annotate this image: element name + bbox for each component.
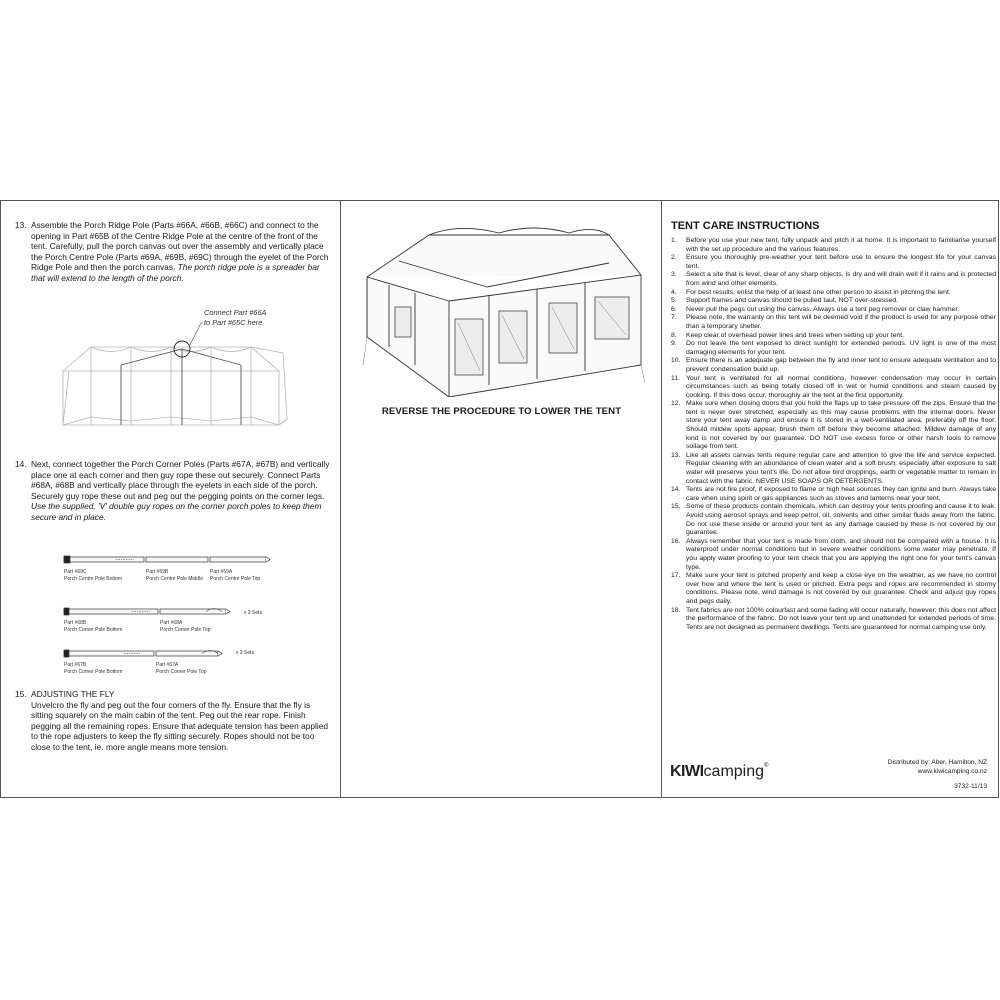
step-14-text: Next, connect together the Porch Corner Poles (Parts #67A, #67B) and vertically place one at each corner and then guy rope these out securely. Connect Parts #68A, #68B and vertically place through the eyelets in each side of the porch. Securely guy rope these out and peg out the pegging points on the corner legs. (31, 459, 330, 501)
care-item: 12. Make sure when closing doors that you hold the flaps up to take pressure off the zips. Ensure that the tent is never over stretched, especially as this may cause problems with the internal doors. Never store your tent away damp and ensure it is stored in a well-ventilated area, preferably off the floor. Should mildew spots appear, brush them off before they become attached. Mildew damage of any kind is not covered by our guarantee. DO NOT use excess force or other harsh tools to remove soilage from tent. (671, 400, 996, 451)
part-69a-name: Porch Centre Pole Top (210, 576, 261, 582)
part-69a-number: Part #69A (210, 569, 233, 575)
row2-sets: x 2 Sets (244, 610, 263, 616)
part-69b-number: Part #69B (146, 569, 169, 575)
website-link[interactable]: www.kiwicamping.co.nz (917, 768, 987, 775)
pole-68b (64, 609, 158, 614)
left-panel (1, 201, 341, 797)
part-69c-name: Porch Centre Pole Bottom (64, 576, 123, 582)
care-item: 9. Do not leave the tent exposed to direct sunlight for extended periods. UV light is one of the most damaging elements for your tent. (671, 340, 996, 356)
callout-line-1: Connect Part #66A (204, 308, 267, 317)
care-item: 10. Ensure there is an adequate gap between the fly and inner tent to ensure adequate ventilation and to prevent condensation build up. (671, 357, 996, 373)
porch-ridge-diagram (51, 301, 326, 436)
care-item: 16. Always remember that your tent is made from cloth, and should not be compared with a house. It is waterproof under normal conditions but in severe weather conditions some water may penetrate. If you apply water proofing to your tent check that you are applying the right one for your tent's canvas type. (671, 537, 996, 571)
part-67a-name: Porch Corner Pole Top (156, 669, 207, 675)
step-13-number: 13. (15, 220, 27, 230)
row3-sets: x 2 Sets (236, 650, 255, 656)
care-item: 7. Please note, the warranty on this tent will be deemed void if the product is used for any purpose other than a temporary shelter. (671, 314, 996, 330)
step-15 (15, 689, 333, 753)
pole-67b (64, 651, 154, 656)
pole-69a (210, 557, 266, 562)
care-item: 4. For best results, enlist the help of at least one other person to assist in pitching the tent. (671, 288, 951, 296)
care-item: 2. Ensure you thoroughly pre-weather your tent before use to ensure the longest life for your canvas tent. (671, 254, 996, 270)
part-68b-number: Part #68B (64, 620, 87, 626)
instruction-sheet (0, 200, 999, 798)
care-title: TENT CARE INSTRUCTIONS (671, 220, 820, 232)
document-code: 3732-11/13 (954, 783, 987, 790)
step-14 (15, 459, 333, 523)
logo-kiwi: KIWI (670, 763, 704, 780)
pole-parts-diagram (56, 549, 286, 681)
care-item: 8. Keep clear of overhead power lines and trees when setting up your tent. (671, 331, 904, 339)
care-item: 15. Some of these products contain chemicals, which can destroy your tents proofing and cause it to leak. Avoid using aerosol sprays and keep petrol, oil, solvents and other similar fluids away from the fabric. Do not use these inside or around your tent as any damage caused by these is not covered by our guarantee. (671, 503, 996, 537)
pole-69b (146, 557, 208, 562)
part-67b-number: Part #67B (64, 662, 87, 668)
logo-camping: camping (703, 763, 765, 780)
part-67b-name: Porch Corner Pole Bottom (64, 669, 123, 675)
pole-67a (156, 651, 218, 656)
distributor-line: Distributed by: Aber, Hamilton, NZ (887, 759, 987, 766)
part-68b-name: Porch Corner Pole Bottom (64, 627, 123, 633)
logo-registered: ® (764, 763, 769, 769)
right-panel (662, 201, 999, 797)
care-list (671, 237, 996, 632)
middle-panel (341, 201, 662, 797)
care-item: 6. Never pull the pegs out using the canvas. Always use a tent peg remover or claw hammer. (671, 305, 960, 313)
step-14-note: Use the supplied, 'V' double guy ropes on the corner porch poles to keep them secure and in place. (31, 501, 322, 522)
care-item: 5. Support frames and canvas should be pulled taut, NOT over-stressed. (671, 297, 899, 305)
care-item: 14. Tents are not fire proof, if exposed to flame or high heat sources they can ignite and burn. Always take care when using spirit or gas appliances such as stoves and lanterns near your tent. (671, 486, 996, 502)
step-13-note: The porch ridge pole is a spreader bar that will extend to the length of the porch. (31, 262, 320, 283)
part-69c-number: Part #69C (64, 569, 87, 575)
step-15-heading: ADJUSTING THE FLY (31, 689, 115, 699)
step-14-number: 14. (15, 459, 27, 469)
care-item: 3. Select a site that is level, clear of any sharp objects, is dry and will drain well if it rains and is protected from wind and other elements. (671, 271, 996, 287)
step-15-number: 15. (15, 689, 27, 699)
step-13-text: Assemble the Porch Ridge Pole (Parts #66A, #66B, #66C) and connect to the opening in Part #65B of the Centre Ridge Pole at the centre of the front of the tent. Carefully, pull the porch canvas out over the assembly and vertically place the Porch Centre Pole (Parts #69A, #69B, #69C) through the eyelet of the Porch Ridge Pole and then the porch canvas. (31, 220, 329, 273)
step-13 (15, 220, 333, 284)
care-item: 11. Your tent is ventilated for all normal conditions, however condensation may occur in certain circumstances such as being totally closed off in wet or humid conditions and steam caused by cooking. If this does occur, thoroughly air the tent at the first opportunity. (671, 374, 996, 399)
part-68a-number: Part #68A (160, 620, 183, 626)
part-67a-number: Part #67A (156, 662, 179, 668)
part-69b-name: Porch Centre Pole Middle (146, 576, 203, 582)
reverse-caption: REVERSE THE PROCEDURE TO LOWER THE TENT (381, 406, 622, 417)
care-item: 13. Like all assets canvas tents require regular care and attention to give the life and service expected. Regular cleaning with an abundance of clean water and a soft brush, especially after exposure to salt water will preserve your tent's life. Do not allow bird droppings, earth or vegetable matter to remain in contact with the fabric. NEVER USE SOAPS OR DETERGENTS. (671, 451, 996, 485)
step-15-text: Unvelcro the fly and peg out the four corners of the fly. Ensure that the fly is sitting squarely on the main cabin of the tent. Peg out the rear rope. Finish pegging all the remaining ropes. Ensure that adequate tension has been applied to the rope adjusters to keep the fly sitting securely. Ropes should not be too close to the tent, ie. more angle means more tension. (31, 699, 329, 752)
distributor-info (888, 758, 987, 776)
tent-illustration (359, 215, 649, 397)
care-item: 17. Make sure your tent is pitched properly and keep a close eye on the weather, as we have no control over how and where the tent is used or pitched. Extra pegs and ropes are recommended in stormy conditions. Please note, wind damage is not covered by our guarantee. Check and adjust guy ropes and pegs daily. (671, 572, 996, 605)
pole-68a (160, 609, 226, 614)
part-68a-name: Porch Corner Pole Top (160, 627, 211, 633)
callout-line-2: to Part #65C here (204, 318, 263, 327)
kiwi-camping-logo (670, 763, 768, 781)
care-item: 1. Before you use your new tent, fully unpack and pitch it at home. It is important to familiarise yourself with the set up procedure and the various features. (671, 237, 996, 253)
care-item: 18. Tent fabrics are not 100% colourfast and some fading will occur naturally, however; this does not affect the performance of the fabric. Do not leave your tent up and unattended for extended periods of time. Tents are not designed as permanent dwellings. Tents are guaranteed for normal camping use only. (671, 606, 996, 631)
